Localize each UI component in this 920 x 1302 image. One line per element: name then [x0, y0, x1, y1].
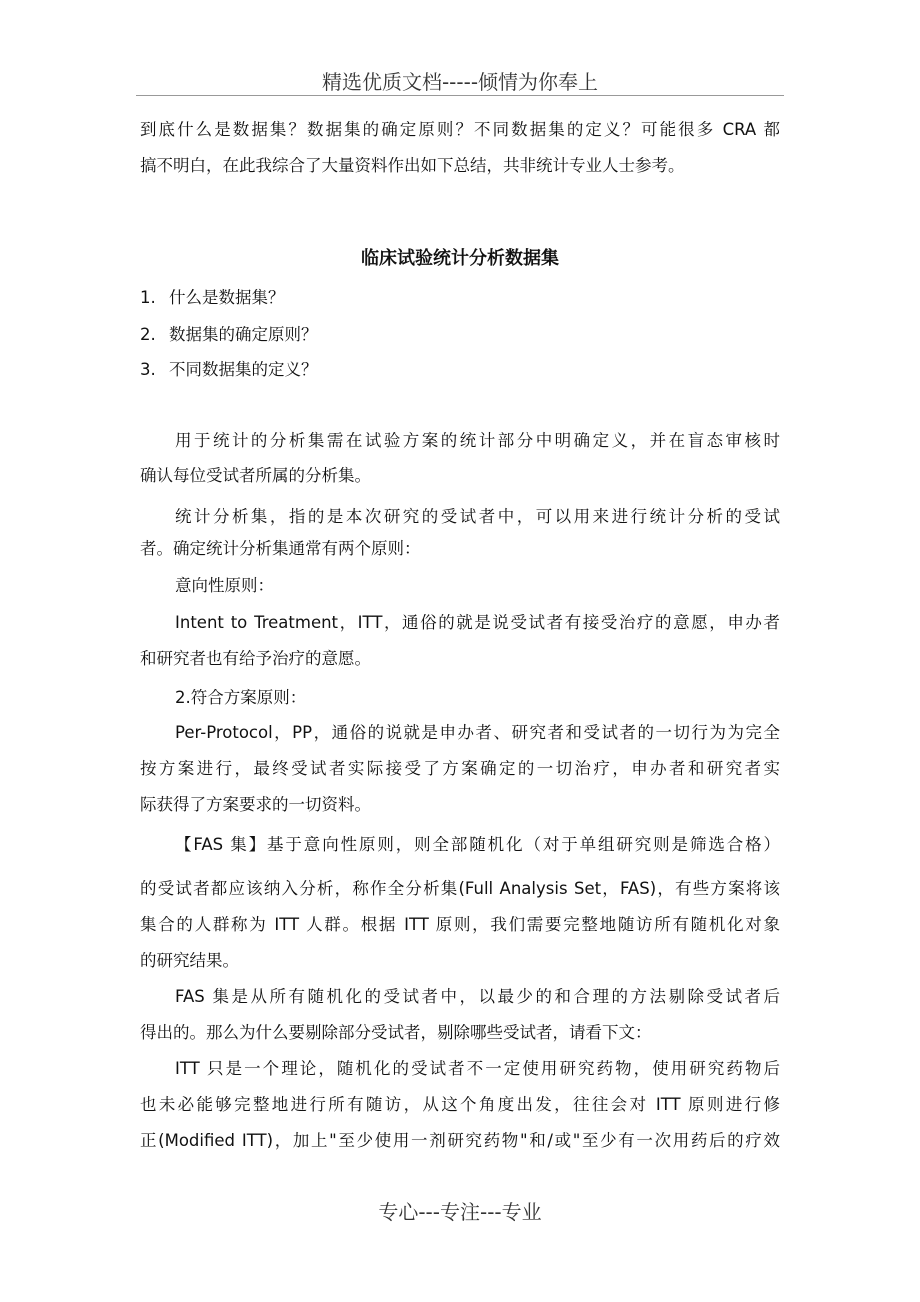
body-line: 得出的。那么为什么要剔除部分受试者，剔除哪些受试者，请看下文：	[140, 1023, 652, 1042]
body-line: 确认每位受试者所属的分析集。	[140, 466, 371, 485]
intro-line: 搞不明白，在此我综合了大量资料作出如下总结，共非统计专业人士参考。	[140, 156, 685, 175]
body-line: 【FAS 集】基于意向性原则，则全部随机化（对于单组研究则是筛选合格）	[175, 835, 780, 854]
body-line: 集合的人群称为 ITT 人群。根据 ITT 原则，我们需要完整地随访所有随机化对象	[140, 915, 780, 934]
list-item	[140, 287, 285, 309]
doc-title: 临床试验统计分析数据集	[361, 248, 559, 269]
body-line: 正(Modified ITT)，加上"至少使用一剂研究药物"和/或"至少有一次用药后的疗效	[140, 1131, 780, 1150]
header-rule	[136, 95, 784, 96]
page-footer: 专心---专注---专业	[378, 1200, 542, 1224]
intro-line: 到底什么是数据集？数据集的确定原则？不同数据集的定义？可能很多 CRA 都	[140, 120, 780, 139]
body-line: 用于统计的分析集需在试验方案的统计部分中明确定义，并在盲态审核时	[175, 431, 780, 450]
body-line: 按方案进行，最终受试者实际接受了方案确定的一切治疗，申办者和研究者实	[140, 759, 780, 778]
body-line: 和研究者也有给予治疗的意愿。	[140, 649, 371, 668]
body-line: Intent to Treatment，ITT，通俗的就是说受试者有接受治疗的意愿，申办者	[175, 613, 780, 632]
body-line: FAS 集是从所有随机化的受试者中，以最少的和合理的方法剔除受试者后	[175, 987, 780, 1006]
body-line: 意向性原则：	[175, 576, 274, 595]
body-line: 2.符合方案原则：	[175, 688, 307, 707]
list-item	[140, 324, 318, 346]
body-line: 的受试者都应该纳入分析，称作全分析集(Full Analysis Set，FAS)，有些方案将该	[140, 879, 780, 898]
page-header: 精选优质文档-----倾情为你奉上	[321, 70, 599, 94]
body-line: 者。确定统计分析集通常有两个原则：	[140, 539, 421, 558]
list-text: 不同数据集的定义？	[169, 360, 318, 379]
list-text: 什么是数据集？	[169, 288, 285, 307]
body-line: 也未必能够完整地进行所有随访，从这个角度出发，往往会对 ITT 原则进行修	[140, 1095, 780, 1114]
list-number: 1.	[140, 288, 156, 307]
list-text: 数据集的确定原则？	[169, 325, 318, 344]
list-number: 3.	[140, 360, 156, 379]
body-line: Per-Protocol，PP，通俗的说就是申办者、研究者和受试者的一切行为为完全	[175, 723, 780, 742]
list-number: 2.	[140, 325, 156, 344]
body-line: 的研究结果。	[140, 951, 239, 970]
body-line: 际获得了方案要求的一切资料。	[140, 795, 371, 814]
list-item	[140, 359, 318, 381]
body-line: 统计分析集，指的是本次研究的受试者中，可以用来进行统计分析的受试	[175, 507, 780, 526]
body-line: ITT 只是一个理论，随机化的受试者不一定使用研究药物，使用研究药物后	[175, 1059, 780, 1078]
